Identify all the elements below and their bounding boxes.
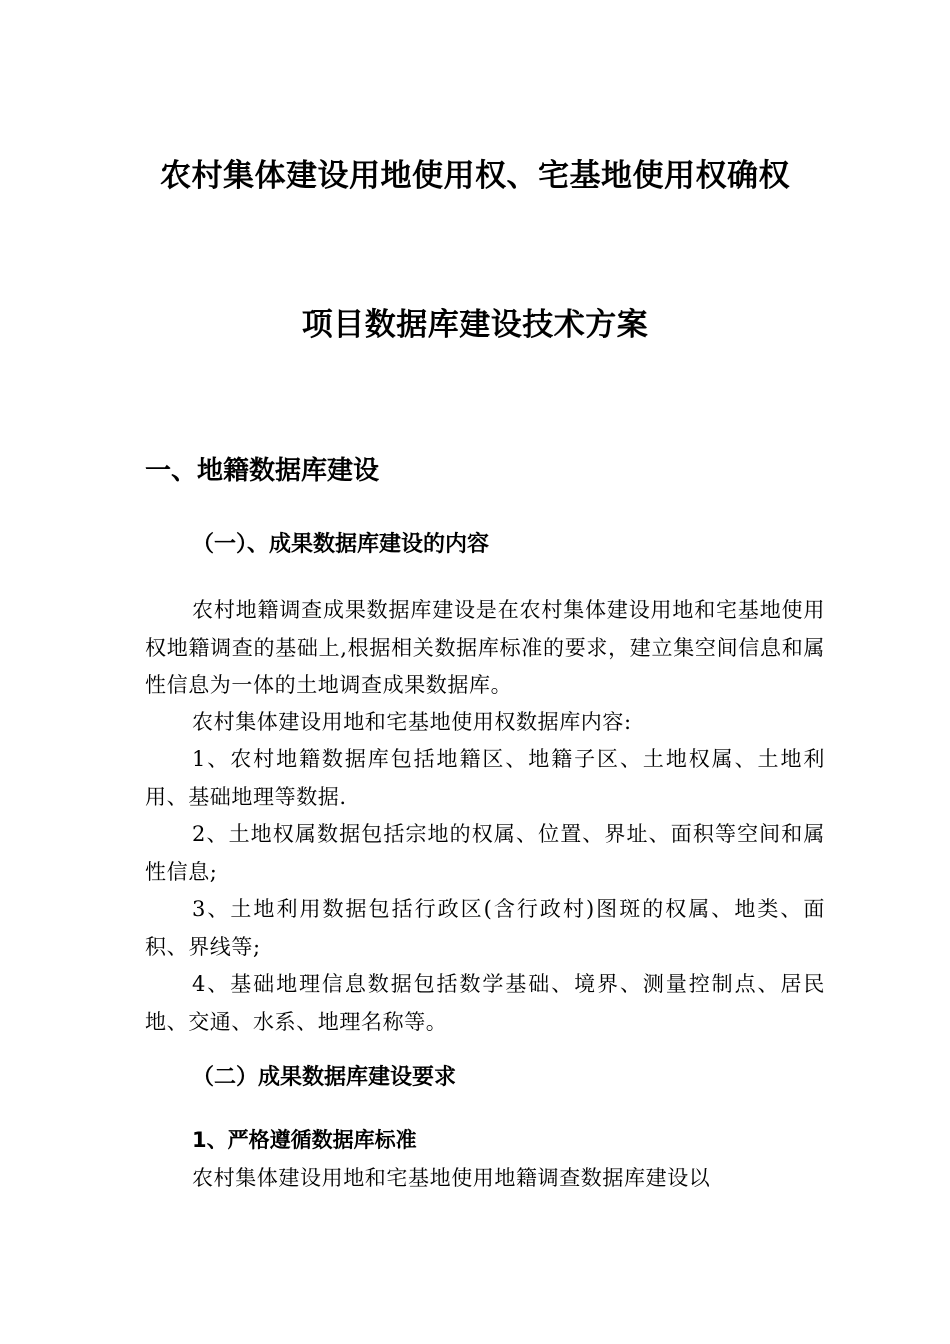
document-title-line-1: 农村集体建设用地使用权、宅基地使用权确权: [160, 158, 790, 194]
list-item-3: 3、土地利用数据包括行政区(含行政村)图斑的权属、地类、面积、界线等;: [145, 897, 825, 959]
subsection-heading-1: （一）、成果数据库建设的内容: [192, 532, 490, 557]
paragraph-intro: 农村地籍调查成果数据库建设是在农村集体建设用地和宅基地使用权地籍调查的基础上,根据相关数据库标准的要求，建立集空间信息和属性信息为一体的土地调查成果数据库。: [145, 598, 825, 697]
document-title-line-2: 项目数据库建设技术方案: [301, 307, 649, 343]
list-item-4: 4、基础地理信息数据包括数学基础、境界、测量控制点、居民地、交通、水系、地理名称等。: [145, 972, 825, 1034]
section-heading: 一、地籍数据库建设: [145, 456, 380, 486]
item-heading-1: 1、严格遵循数据库标准: [192, 1128, 417, 1152]
list-item-1: 1、农村地籍数据库包括地籍区、地籍子区、土地权属、土地利用、基础地理等数据.: [145, 747, 825, 809]
subsection-heading-2: （二）成果数据库建设要求: [192, 1065, 457, 1090]
list-item-2: 2、土地权属数据包括宗地的权属、位置、界址、面积等空间和属性信息;: [145, 822, 825, 884]
paragraph-standards: 农村集体建设用地和宅基地使用地籍调查数据库建设以: [192, 1166, 711, 1190]
paragraph-content-list-lead: 农村集体建设用地和宅基地使用权数据库内容:: [192, 710, 632, 734]
